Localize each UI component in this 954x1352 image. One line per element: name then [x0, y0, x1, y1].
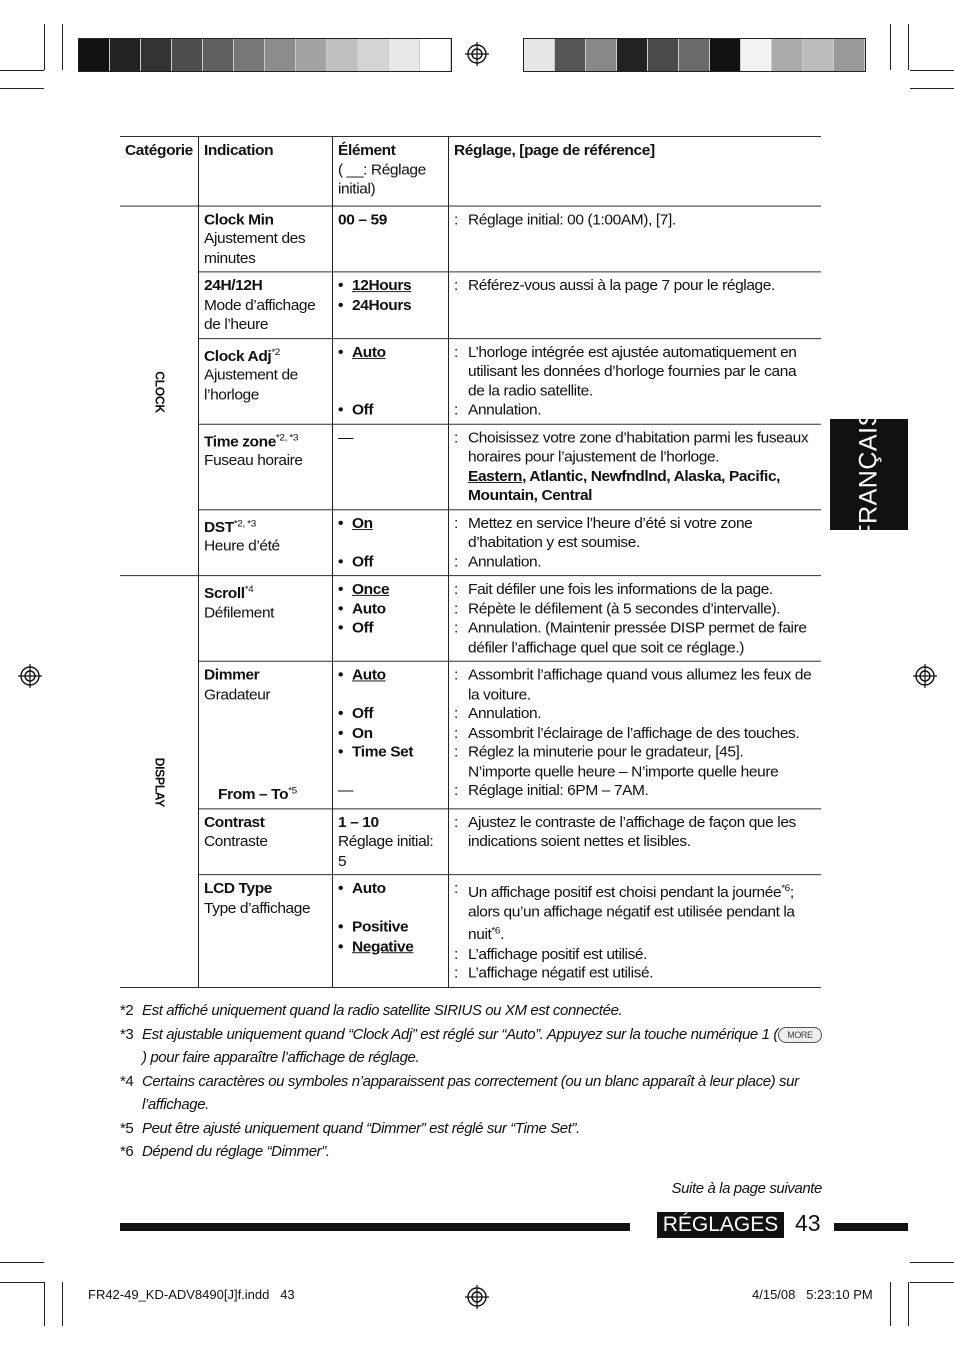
- color-swatch-bar-left: [78, 38, 452, 72]
- table-row: [120, 509, 821, 575]
- element-cell: • 12Hours • 24Hours: [333, 272, 449, 338]
- crop-mark: [908, 24, 909, 70]
- footnote-ref: *2: [271, 347, 280, 358]
- language-tab: [830, 409, 908, 540]
- option-value: Positive: [352, 919, 409, 936]
- setting-cell: : Un affichage positif est choisi pendant la journée$^{*6}$; alors qu’un affichage négatif est utilisée pendant la nuit$^{*6}$. : L’affichage positif est utilisé. : L’affichage négatif est utilisé.: [449, 875, 822, 988]
- footnote-mark: *2: [120, 1002, 134, 1019]
- category-display: [120, 576, 199, 988]
- color-swatch: [141, 39, 172, 71]
- color-swatch: [524, 39, 555, 71]
- item-name: Scroll: [204, 585, 245, 602]
- color-swatch: [420, 39, 451, 71]
- item-desc: Ajustement de l’horloge: [204, 367, 298, 403]
- item-name: Dimmer: [204, 667, 260, 684]
- table-header-row: [120, 136, 821, 205]
- continued-note: Suite à la page suivante: [671, 1180, 822, 1197]
- footnote-mark: *3: [120, 1025, 134, 1043]
- footnote-mark: *6: [120, 1143, 134, 1160]
- setting-text: Réglez la minuterie pour le gradateur, [45].: [468, 744, 744, 761]
- setting-text: Un affichage positif est choisi pendant la journée: [468, 884, 782, 901]
- item-desc: Heure d’été: [204, 538, 280, 555]
- color-swatch: [203, 39, 234, 71]
- element-cell: [333, 809, 449, 875]
- section-label: RÉGLAGES: [662, 1213, 779, 1236]
- table-row: [120, 424, 821, 510]
- color-swatch: [617, 39, 648, 71]
- category-label: CLOCK: [152, 370, 168, 413]
- table-row: [120, 809, 821, 875]
- setting-cell: : L’horloge intégrée est ajustée automatiquement en utilisant les données d’horloge fournies par le cana de la radio satellite. : Annulation.: [449, 338, 822, 424]
- crop-mark: [62, 24, 63, 70]
- item-name: Clock Min: [204, 211, 274, 228]
- zone-list: , Atlantic, Newfndlnd, Alaska, Pacific, Mountain, Central: [468, 468, 781, 504]
- crop-mark: [890, 24, 891, 70]
- color-swatch: [327, 39, 358, 71]
- sub-item-name: From – To: [218, 786, 289, 803]
- footer-rule-left: [120, 1223, 630, 1231]
- element-value: —: [338, 782, 354, 799]
- table-row: [120, 206, 821, 272]
- header-element-label: Élément: [338, 142, 396, 159]
- setting-text: Choisissez votre zone d’habitation parmi les fuseaux horaires pour l’ajustement de l’horloge.: [468, 429, 809, 466]
- setting-text: Réglage initial: 00 (1:00AM), [7].: [468, 211, 676, 228]
- setting-cell: : Assombrit l’affichage quand vous allumez les feux de la voiture. : Annulation. : Assombrit l’éclairage de l’affichage de des touches. : Réglez la minuterie pour le gradateur, [45]. N’importe quelle heure – N’importe quelle heure : Réglage initial: 6PM – 7AM.: [449, 661, 822, 808]
- color-swatch-bar-right: [523, 38, 866, 72]
- color-swatch: [358, 39, 389, 71]
- header-category: Catégorie: [120, 136, 199, 205]
- indication-cell: [199, 509, 333, 575]
- element-cell: • On • Off: [333, 509, 449, 575]
- element-value: —: [338, 429, 354, 446]
- print-file-info: FR42-49_KD-ADV8490[J]f.indd 43: [88, 1287, 295, 1302]
- crop-mark: [62, 1282, 63, 1326]
- option-value: Time Set: [352, 744, 414, 761]
- section-label-box: [657, 1212, 784, 1238]
- crop-mark: [910, 70, 954, 71]
- color-swatch: [389, 39, 420, 71]
- color-swatch: [834, 39, 865, 71]
- footnote-text: Peut être ajusté uniquement quand “Dimmer” est réglé sur “Time Set”.: [142, 1119, 580, 1137]
- color-swatch: [296, 39, 327, 71]
- option-value: Once: [352, 581, 390, 598]
- crop-mark: [0, 1262, 44, 1263]
- print-date-info: 4/15/08 5:23:10 PM: [752, 1287, 873, 1302]
- footnote: [120, 1023, 825, 1070]
- option-value: Off: [352, 705, 374, 722]
- color-swatch: [803, 39, 834, 71]
- option-value: Off: [352, 402, 374, 419]
- element-cell: • Once • Auto • Off: [333, 576, 449, 662]
- crop-mark: [908, 1282, 909, 1326]
- crop-mark: [44, 24, 45, 70]
- item-name: 24H/12H: [204, 278, 263, 294]
- color-swatch: [679, 39, 710, 71]
- item-name: Time zone: [204, 433, 276, 450]
- setting-text: Référez-vous aussi à la page 7 pour le réglage.: [468, 278, 775, 294]
- registration-mark-icon: [465, 42, 489, 66]
- footer-rule-right: [834, 1223, 908, 1231]
- setting-text: Ajustez le contraste de l’affichage de façon que les indications soient nettes et lisibles.: [468, 814, 796, 850]
- table-row: [120, 875, 821, 988]
- indication-cell: [199, 809, 333, 875]
- item-desc: Mode d’affichage de l’heure: [204, 297, 316, 333]
- setting-text: Annulation. (Maintenir pressée DISP permet de faire défiler l’affichage quel que soit ce réglage.): [468, 620, 807, 656]
- category-clock: [120, 206, 199, 576]
- registration-mark-icon: [18, 664, 42, 688]
- option-value: Auto: [352, 880, 386, 897]
- item-desc: Type d’affichage: [204, 900, 311, 917]
- element-value: 00 – 59: [338, 211, 387, 228]
- crop-mark: [0, 88, 44, 89]
- item-desc: Fuseau horaire: [204, 453, 303, 470]
- color-swatch: [710, 39, 741, 71]
- item-name: Contrast: [204, 814, 265, 831]
- table-row: [120, 661, 821, 808]
- footnote-text: Dépend du réglage “Dimmer”.: [142, 1143, 330, 1160]
- footnote: [120, 999, 825, 1023]
- footnote-text: ) pour faire apparaître l’affichage de réglage.: [142, 1049, 420, 1066]
- item-name: LCD Type: [204, 880, 272, 897]
- indication-cell: [199, 338, 333, 424]
- footnote-ref: *2, *3: [233, 518, 256, 529]
- option-value: On: [352, 515, 373, 532]
- color-swatch: [265, 39, 296, 71]
- option-value: Off: [352, 620, 374, 637]
- option-value: 24Hours: [352, 297, 412, 314]
- setting-cell: : Choisissez votre zone d’habitation parmi les fuseaux horaires pour l’ajustement de l’horloge. Eastern, Atlantic, Newfndlnd, Alaska, Pacific, Mountain, Central: [449, 424, 822, 510]
- header-element-note: ( __: Réglage initial): [338, 161, 426, 198]
- color-swatch: [234, 39, 265, 71]
- item-desc: Ajustement des minutes: [204, 230, 306, 267]
- language-tab-label: FRANÇAIS: [854, 409, 883, 540]
- element-value: 1 – 10: [338, 814, 379, 831]
- crop-mark: [910, 1282, 954, 1283]
- item-desc: Défilement: [204, 604, 275, 621]
- footnote: [120, 1140, 825, 1164]
- option-value: Off: [352, 554, 374, 570]
- header-setting: Réglage, [page de référence]: [449, 136, 822, 205]
- setting-text: L’horloge intégrée est ajustée automatiquement en utilisant les données d’horloge fournies par le cana de la radio satellite.: [468, 344, 797, 399]
- footnote: [120, 1117, 825, 1141]
- footnote-ref: *6: [781, 883, 790, 895]
- color-swatch: [772, 39, 803, 71]
- setting-text: Mettez en service l’heure d’été si votre zone d’habitation y est soumise.: [468, 515, 753, 551]
- indication-cell: [199, 576, 333, 662]
- item-name: DST: [204, 519, 234, 536]
- registration-mark-icon: [913, 664, 937, 688]
- footnote-mark: *4: [120, 1072, 134, 1090]
- color-swatch: [110, 39, 141, 71]
- setting-text: Annulation.: [468, 402, 542, 419]
- setting-cell: : Référez-vous aussi à la page 7 pour le réglage.: [449, 272, 822, 338]
- header-element: [333, 136, 449, 205]
- category-label: DISPLAY: [152, 757, 168, 808]
- footnote-ref: *2, *3: [275, 432, 298, 444]
- option-value: 12Hours: [352, 278, 412, 294]
- setting-text: Fait défiler une fois les informations de la page.: [468, 581, 773, 598]
- setting-text: Assombrit l’affichage quand vous allumez les feux de la voiture.: [468, 667, 812, 703]
- indication-cell: [199, 875, 333, 988]
- color-swatch: [586, 39, 617, 71]
- crop-mark: [44, 1282, 45, 1326]
- indication-cell: [199, 272, 333, 338]
- option-value: Negative: [352, 938, 414, 955]
- element-cell: • Auto • Positive • Negative: [333, 875, 449, 988]
- table-row: [120, 576, 821, 662]
- setting-cell: : Réglage initial: 00 (1:00AM), [7].: [449, 206, 822, 272]
- setting-cell: : Fait défiler une fois les informations de la page. : Répète le défilement (à 5 secondes d’intervalle). : Annulation. (Maintenir pressée DISP permet de faire défiler l’affichage quel que soit ce réglage.): [449, 576, 822, 662]
- element-cell: [333, 206, 449, 272]
- indication-cell: [199, 424, 333, 510]
- table-row: [120, 272, 821, 338]
- element-note: Réglage initial: 5: [338, 833, 434, 870]
- color-swatch: [172, 39, 203, 71]
- footnotes: [120, 999, 825, 1164]
- footnote-mark: *5: [120, 1119, 134, 1137]
- more-button-icon: MORE: [778, 1027, 822, 1043]
- element-cell: • Auto • Off • On • Time Set —: [333, 661, 449, 808]
- item-desc: Contraste: [204, 833, 268, 850]
- setting-text: N’importe quelle heure – N’importe quelle heure: [468, 763, 779, 780]
- color-swatch: [79, 39, 110, 71]
- registration-mark-icon: [465, 1285, 489, 1309]
- crop-mark: [0, 1282, 44, 1283]
- footnote-ref: *5: [288, 785, 297, 797]
- item-name: Clock Adj: [204, 348, 272, 365]
- setting-text: Annulation.: [468, 554, 542, 570]
- footnote: [120, 1070, 825, 1117]
- setting-text: Annulation.: [468, 705, 542, 722]
- footnote-text: Certains caractères ou symboles n’apparaissent pas correctement (ou un blanc apparaît à leur place) sur l’affichage.: [142, 1072, 799, 1113]
- header-indication: Indication: [199, 136, 333, 205]
- option-value: Auto: [352, 667, 386, 684]
- footnote-ref: *4: [244, 584, 254, 595]
- footnote-text: Est affiché uniquement quand la radio satellite SIRIUS ou XM est connectée.: [142, 1002, 623, 1019]
- setting-text: Réglage initial: 6PM – 7AM.: [468, 782, 649, 799]
- page-number: 43: [795, 1210, 821, 1236]
- crop-mark: [890, 1282, 891, 1326]
- color-swatch: [648, 39, 679, 71]
- indication-cell: [199, 206, 333, 272]
- setting-cell: : Mettez en service l’heure d’été si votre zone d’habitation y est soumise. : Annulation.: [449, 509, 822, 575]
- footnote-text: Est ajustable uniquement quand “Clock Adj” est réglé sur “Auto”. Appuyez sur la touche numérique 1 (: [142, 1025, 778, 1043]
- crop-mark: [910, 1262, 954, 1263]
- color-swatch: [741, 39, 772, 71]
- zone-default: Eastern: [468, 468, 523, 485]
- option-value: Auto: [352, 344, 386, 361]
- color-swatch: [555, 39, 586, 71]
- table-row: [120, 338, 821, 424]
- settings-table: [120, 136, 821, 988]
- setting-text: Répète le défilement (à 5 secondes d’intervalle).: [468, 601, 781, 618]
- setting-text: ; alors qu’un affichage négatif est utilisée pendant la nuit: [468, 884, 795, 944]
- option-value: On: [352, 725, 373, 742]
- setting-cell: : Ajustez le contraste de l’affichage de façon que les indications soient nettes et lisibles.: [449, 809, 822, 875]
- footnote-ref: *6: [491, 926, 501, 937]
- setting-text: L’affichage négatif est utilisé.: [468, 965, 654, 982]
- setting-text: L’affichage positif est utilisé.: [468, 946, 648, 963]
- crop-mark: [0, 70, 44, 71]
- indication-cell: [199, 661, 333, 808]
- item-desc: Gradateur: [204, 686, 271, 703]
- element-cell: • Auto • Off: [333, 338, 449, 424]
- element-cell: [333, 424, 449, 510]
- option-value: Auto: [352, 601, 386, 618]
- crop-mark: [910, 88, 954, 89]
- setting-text: Assombrit l’éclairage de l’affichage de des touches.: [468, 725, 800, 742]
